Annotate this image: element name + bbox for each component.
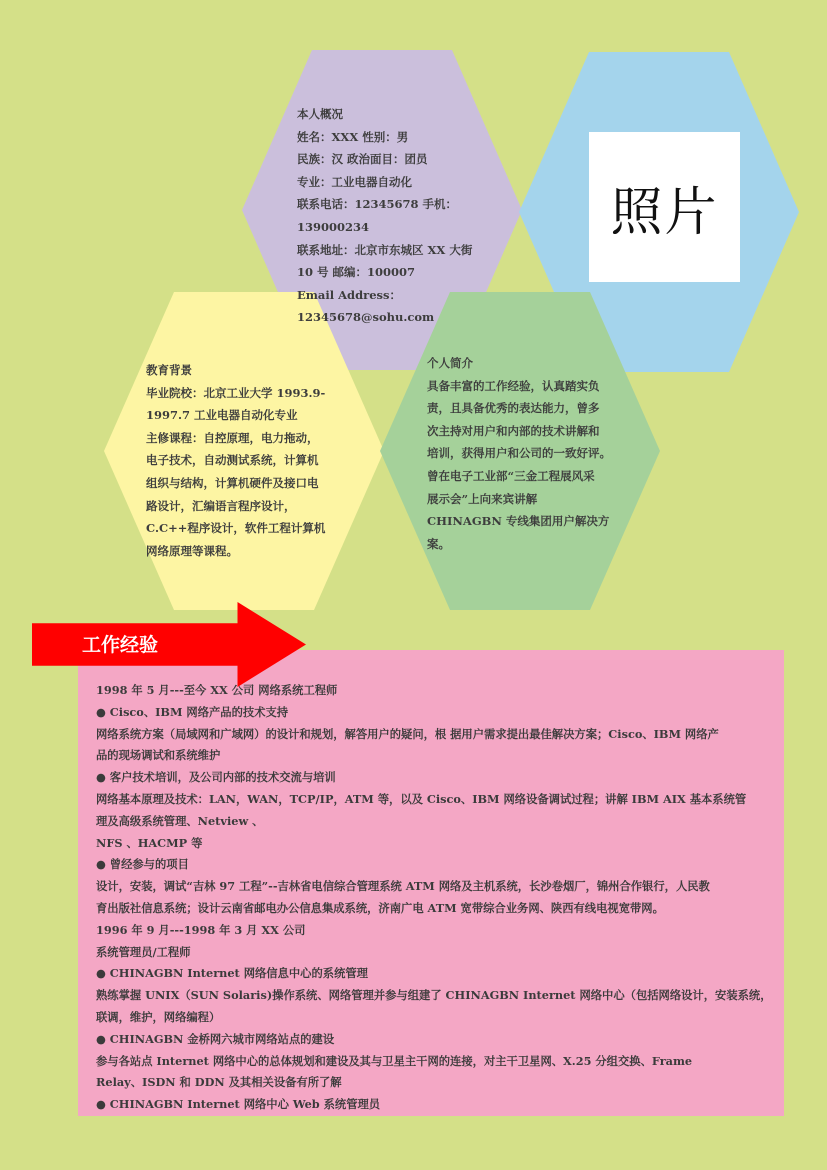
- intro-line: 培训，获得用户和公司的一致好评。: [427, 446, 611, 461]
- education-line: C.C++程序设计，软件工程计算机: [146, 521, 326, 536]
- work-line: 参与各站点 Internet 网络中心的总体规划和建设及其与卫星主干网的连接，对主干卫星网、X.25 分组交换、Frame: [96, 1053, 693, 1068]
- work-line: 1996 年 9 月---1998 年 3 月 XX 公司: [96, 922, 306, 937]
- education-line: 路设计，汇编语言程序设计，: [146, 498, 296, 513]
- work-line: 联调，维护，网络编程）: [96, 1009, 221, 1024]
- work-line: ● CHINAGBN 金桥网六城市网络站点的建设: [96, 1031, 335, 1046]
- profile-line: 139000234: [297, 219, 370, 234]
- profile-line: 12345678@sohu.com: [297, 310, 435, 325]
- intro-section: [427, 352, 611, 555]
- work-line: ● 客户技术培训，及公司内部的技术交流与培训: [96, 770, 336, 785]
- profile-line: 联系电话：12345678 手机：: [297, 197, 458, 212]
- work-line: ● CHINAGBN Internet 网络中心 Web 系统管理员: [96, 1097, 381, 1112]
- profile-line: 10 号 邮编：100007: [297, 265, 416, 280]
- work-line: 系统管理员/工程师: [96, 944, 191, 959]
- intro-line: 曾在电子工业部“三金工程展风采: [427, 468, 595, 483]
- profile-line: Email Address：: [297, 287, 401, 302]
- profile-heading: 本人概况: [297, 107, 343, 121]
- education-line: 网络原理等课程。: [146, 543, 238, 558]
- work-line: 网络基本原理及技术：LAN，WAN，TCP/IP，ATM 等，以及 Cisco、IBM 网络设备调试过程；讲解 IBM AIX 基本系统管: [96, 791, 747, 806]
- work-line: 设计，安装，调试“吉林 97 工程”--吉林省电信综合管理系统 ATM 网络及主机系统，长沙卷烟厂，锦州合作银行，人民教: [96, 879, 710, 894]
- work-line: ● Cisco、IBM 网络产品的技术支持: [96, 704, 289, 719]
- work-line: 理及高级系统管理、Netview 、: [96, 813, 264, 828]
- intro-line: CHINAGBN 专线集团用户解决方: [427, 514, 610, 529]
- profile-line: 民族：汉 政治面目：团员: [297, 152, 428, 167]
- work-line: 熟练掌握 UNIX（SUN Solaris)操作系统、网络管理并参与组建了 CHINAGBN Internet 网络中心（包括网络设计，安装系统，: [96, 988, 772, 1003]
- work-line: 育出版社信息系统；设计云南省邮电办公信息集成系统，济南广电 ATM 宽带综合业务网、陕西有线电视宽带网。: [96, 900, 664, 915]
- work-line: 1998 年 5 月---至今 XX 公司 网络系统工程师: [96, 683, 338, 697]
- profile-section: [297, 103, 472, 329]
- intro-line: 次主持对用户和内部的技术讲解和: [427, 423, 600, 438]
- work-line: ● CHINAGBN Internet 网络信息中心的系统管理: [96, 966, 368, 981]
- work-experience-text: [96, 680, 786, 1116]
- work-experience-panel: [78, 650, 784, 1116]
- education-heading: 教育背景: [146, 363, 192, 377]
- work-line: NFS 、HACMP 等: [96, 835, 203, 850]
- profile-line: 联系地址：北京市东城区 XX 大街: [297, 242, 473, 257]
- intro-line: 案。: [427, 536, 450, 551]
- intro-line: 具备丰富的工作经验，认真踏实负: [427, 378, 600, 393]
- photo-label: 照片: [610, 182, 719, 243]
- education-line: 电子技术，自动测试系统，计算机: [146, 453, 319, 468]
- profile-line: 专业：工业电器自动化: [297, 174, 412, 189]
- education-section: [146, 359, 325, 562]
- work-line: Relay、ISDN 和 DDN 及其相关设备有所了解: [96, 1075, 342, 1090]
- education-line: 组织与结构，计算机硬件及接口电: [146, 475, 319, 490]
- intro-line: 展示会”上向来宾讲解: [427, 491, 538, 506]
- intro-heading: 个人简介: [427, 356, 473, 370]
- work-line: 品的现场调试和系统维护: [96, 748, 221, 763]
- photo-placeholder: [589, 132, 740, 282]
- profile-line: 姓名：XXX 性别：男: [297, 129, 409, 144]
- education-line: 1997.7 工业电器自动化专业: [146, 408, 298, 423]
- work-experience-title: 工作经验: [82, 634, 159, 656]
- intro-line: 责，且具备优秀的表达能力，曾多: [427, 401, 600, 416]
- education-line: 毕业院校：北京工业大学 1993.9-: [146, 385, 326, 400]
- work-line: ● 曾经参与的项目: [96, 857, 189, 872]
- work-line: 网络系统方案（局域网和广域网）的设计和规划，解答用户的疑问，根 据用户需求提出最佳解决方案；Cisco、IBM 网络产: [96, 726, 719, 741]
- education-line: 主修课程：自控原理，电力拖动，: [146, 430, 319, 445]
